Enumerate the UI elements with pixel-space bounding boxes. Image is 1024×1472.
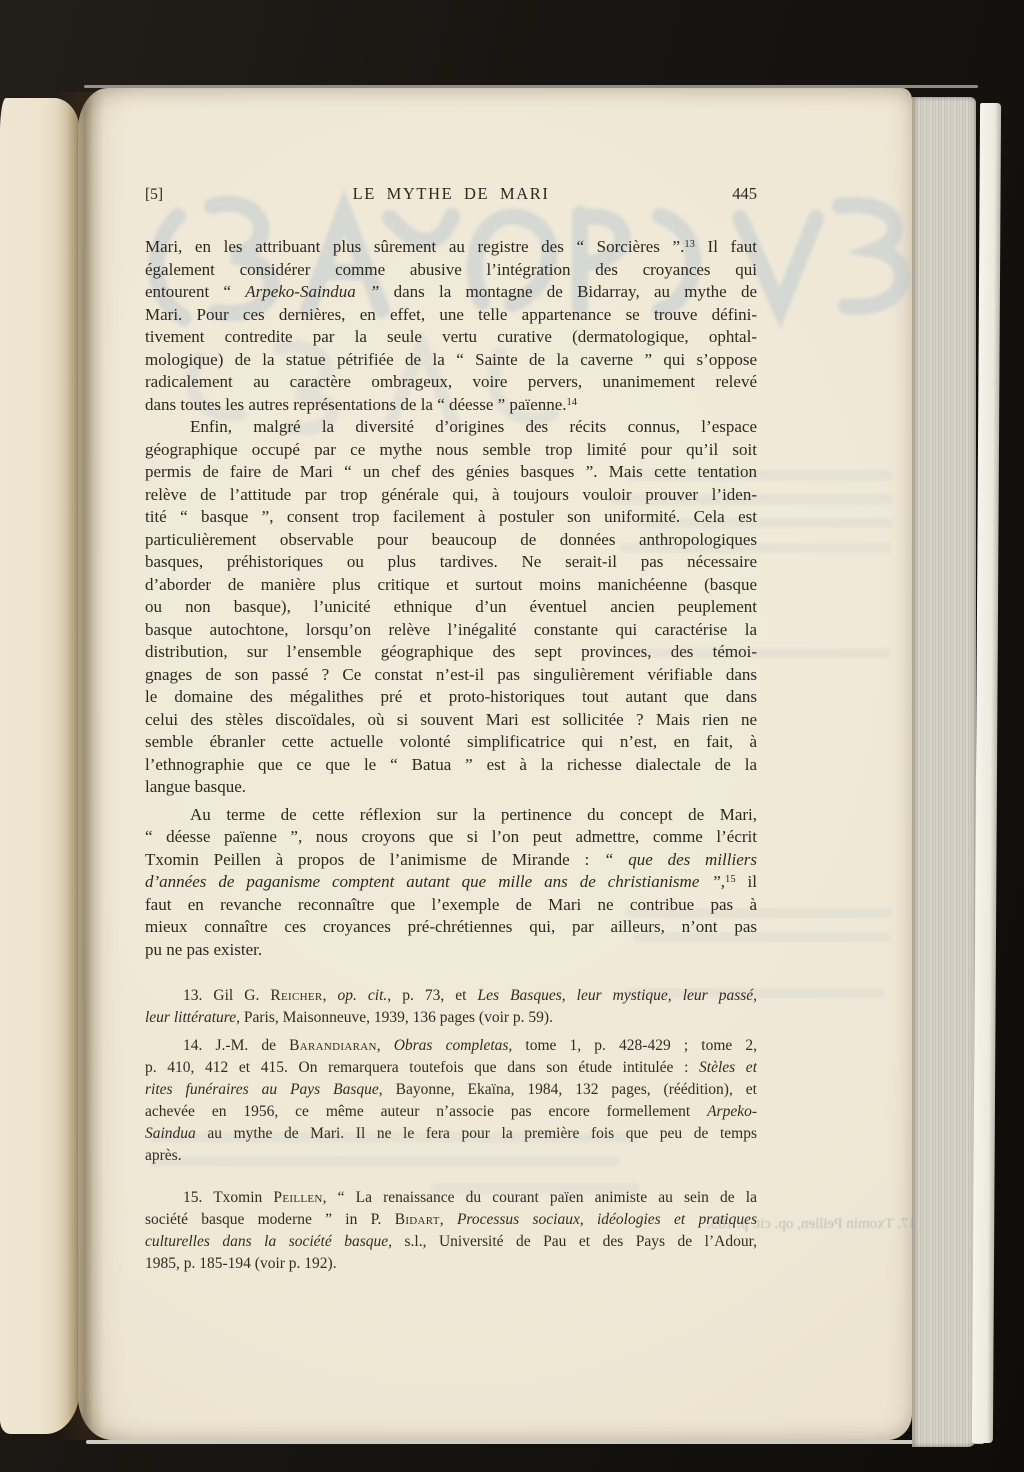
text-line: mologique) de la statue pétrifiée de la “ Sainte de la caverne ” qui s’oppose (145, 349, 757, 369)
text-line: tité “ basque ”, consent trop facilement à postuler son uniformité. Cela est (145, 507, 757, 526)
margin-folio: [5] (145, 186, 164, 203)
text-line: ou non basque), l’unicité ethnique d’un éventuel ancien peuplement (145, 597, 757, 616)
footnote (145, 985, 757, 1029)
text-line: Txomin Peillen à propos de l’animisme de Mirande : “ que des milliers (145, 849, 757, 869)
text-line: radicalement au caractère ombrageux, voire pervers, unanimement relevé (145, 372, 757, 391)
footnote (145, 1035, 757, 1167)
left-page-edge (0, 98, 80, 1434)
text-line: 14. J.-M. de Barandiaran, Obras completas, tome 1, p. 428-429 ; tome 2, (183, 1037, 757, 1054)
text-line: mieux connaître ces croyances pré-chrétiennes qui, par ailleurs, n’ont pas (145, 917, 757, 936)
text-line: gnages de son passé ? Ce constat n’est-il pas singulièrement vérifiable dans (145, 664, 757, 684)
text-line: l’ethnographie que ce que le “ Batua ” est à la richesse dialectale de la (145, 754, 757, 774)
text-line: langue basque. (145, 777, 247, 796)
text-line: p. 410, 412 et 415. On remarquera toutefois que dans son étude intitulée : Stèles et (145, 1059, 757, 1076)
book-cover-edge (972, 103, 1001, 1443)
text-line: 13. Gil G. Reicher, op. cit., p. 73, et Les Basques, leur mystique, leur passé, (183, 987, 757, 1004)
paragraph (145, 416, 757, 799)
text-line: 15. Txomin Peillen, “ La renaissance du courant païen animiste au sein de la (183, 1189, 757, 1206)
text-line: rites funéraires au Pays Basque, Bayonne, Ekaïna, 1984, 132 pages, (réédition), et (145, 1081, 757, 1098)
page-bottom-edge-highlight (86, 1440, 984, 1444)
text-line: d’aborder de manière plus critique et surtout moins manichéenne (basque (145, 574, 757, 594)
text-line: également considérer comme abusive l’intégration des croyances qui (145, 259, 757, 279)
text-line: semble ébranler cette actuelle volonté simplificatrice qui n’est, en fait, à (145, 732, 757, 751)
page-header (145, 184, 757, 204)
page-number: 445 (732, 184, 757, 203)
paragraph (145, 236, 757, 416)
text-line: permis de faire de Mari “ un chef des génies basques ”. Mais cette tentation (145, 462, 757, 481)
body-text (145, 236, 757, 961)
text-line: Au terme de cette réflexion sur la pertinence du concept de Mari, (190, 804, 757, 824)
text-line: pu ne pas exister. (145, 939, 263, 959)
text-line: particulièrement observable pour beaucoup de données anthropologiques (145, 529, 757, 549)
text-line: achevée en 1956, ce même auteur n’associe pas encore formellement Arpeko- (145, 1103, 757, 1120)
text-line: entourent “ Arpeko-Saindua ” dans la montagne de Bidarray, au mythe de (145, 282, 757, 301)
text-line: relève de l’attitude par trop générale qui, à toujours vouloir prouver l’iden- (145, 484, 757, 504)
text-line: tivement contredite par la seule vertu curative (dermatologique, ophtal- (145, 327, 757, 346)
bleedthrough-mirrored-text: 17. Txomin Peillen, op. cit. p. 185. (707, 1216, 916, 1232)
text-line: d’années de paganisme comptent autant que mille ans de christianisme ”,$^{15}$ il (145, 872, 757, 891)
text-line: 1985, p. 185-194 (voir p. 192). (145, 1255, 337, 1272)
text-line: culturelles dans la société basque, s.l., Université de Pau et des Pays de l’Adour, (145, 1233, 757, 1250)
text-line: après. (145, 1147, 182, 1164)
text-line: “ déesse païenne ”, nous croyons que si l’on peut admettre, comme l’écrit (145, 827, 757, 846)
text-line: le domaine des mégalithes pré et proto-historiques tout autant que dans (145, 687, 757, 706)
text-line: Enfin, malgré la diversité d’origines des récits connus, l’espace (190, 417, 757, 436)
text-line: distribution, sur l’ensemble géographique des sept provinces, des témoi- (145, 642, 757, 661)
fore-edge-page-stack (912, 97, 976, 1447)
text-line: faut en revanche reconnaître que l’exemple de Mari ne contribue pas à (145, 894, 757, 914)
text-line: basques, préhistoriques ou plus tardives. Ne serait-il pas nécessaire (145, 552, 757, 571)
text-line: dans toutes les autres représentations de la “ déesse ” païenne.$^{14}$ (145, 394, 578, 414)
text-line: géographique occupé par ce mythe nous semble trop limité pour qu’il soit (145, 439, 757, 459)
text-line: Mari, en les attribuant plus sûrement au registre des “ Sorcières ”.$^{13}$ Il faut (145, 237, 757, 256)
running-title: LE MYTHE DE MARI (352, 184, 550, 203)
book-page (78, 88, 916, 1440)
text-line: société basque moderne ” in P. Bidart, Processus sociaux, idéologies et pratiques (145, 1211, 757, 1228)
text-line: Mari. Pour ces dernières, en effet, une telle appartenance se trouve défini- (145, 304, 757, 324)
text-line: celui des stèles discoïdales, où si souvent Mari est sollicitée ? Mais rien ne (145, 709, 757, 729)
paragraph (145, 804, 757, 962)
text-line: Saindua au mythe de Mari. Il ne le fera pour la première fois que peu de temps (145, 1125, 757, 1142)
footnotes (145, 985, 757, 1275)
text-line: leur littérature, Paris, Maisonneuve, 1939, 136 pages (voir p. 59). (145, 1009, 553, 1026)
text-line: basque autochtone, lorsqu’on relève l’inégalité constante qui caractérise la (145, 619, 757, 639)
footnote (145, 1187, 757, 1275)
